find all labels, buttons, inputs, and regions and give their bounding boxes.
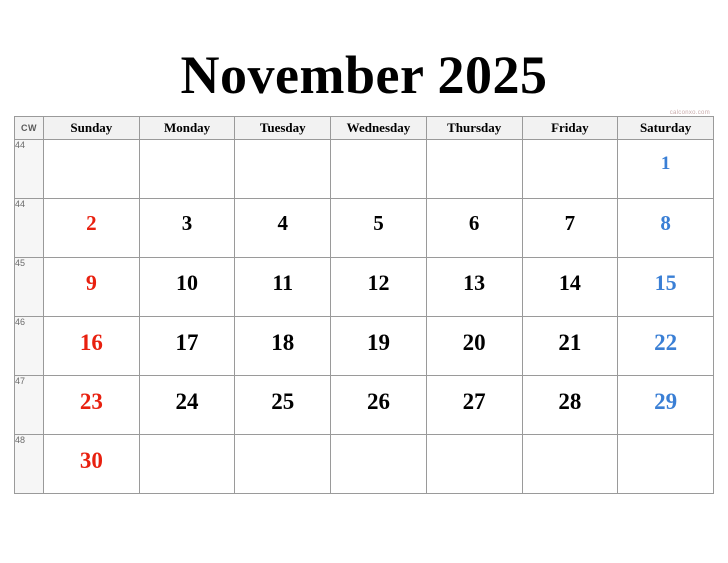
column-header-thursday: Thursday: [426, 117, 522, 140]
day-cell[interactable]: [618, 435, 714, 494]
day-number: 25: [271, 389, 295, 414]
day-cell[interactable]: [44, 258, 140, 317]
day-number: 26: [366, 389, 390, 414]
day-number: 20: [462, 330, 486, 355]
calendar-header: [15, 117, 714, 140]
day-number: 9: [85, 270, 97, 295]
day-number: 17: [175, 330, 199, 355]
day-cell[interactable]: [235, 376, 331, 435]
week-row: [15, 317, 714, 376]
day-cell[interactable]: [331, 435, 427, 494]
day-cell[interactable]: [235, 435, 331, 494]
day-number: [140, 435, 235, 449]
week-row: [15, 199, 714, 258]
day-number: [235, 140, 330, 154]
day-number: 28: [558, 389, 582, 414]
day-number: [618, 435, 713, 449]
day-number: 18: [271, 330, 295, 355]
day-cell[interactable]: [618, 258, 714, 317]
day-cell[interactable]: [618, 317, 714, 376]
day-number: [331, 435, 426, 449]
day-number: 14: [558, 270, 581, 295]
week-row: [15, 376, 714, 435]
day-cell[interactable]: [139, 140, 235, 199]
day-cell[interactable]: [426, 317, 522, 376]
day-number: 4: [277, 211, 288, 235]
day-cell[interactable]: [522, 317, 618, 376]
day-number: 29: [654, 389, 678, 414]
column-header-cw: CW: [15, 117, 44, 140]
day-cell[interactable]: [235, 140, 331, 199]
day-number: 27: [462, 389, 486, 414]
column-header-friday: Friday: [522, 117, 618, 140]
week-number: 47: [15, 376, 44, 435]
day-number: 22: [654, 330, 678, 355]
day-number: [427, 435, 522, 449]
day-cell[interactable]: [522, 199, 618, 258]
watermark-text: calconxo.com: [669, 110, 710, 116]
day-number: 5: [373, 211, 384, 235]
day-cell[interactable]: [331, 199, 427, 258]
day-cell[interactable]: [139, 199, 235, 258]
column-header-tuesday: Tuesday: [235, 117, 331, 140]
day-number: 6: [468, 211, 480, 235]
day-cell[interactable]: [44, 435, 140, 494]
day-cell[interactable]: [331, 317, 427, 376]
day-number: [235, 435, 330, 449]
day-cell[interactable]: [235, 317, 331, 376]
day-cell[interactable]: [331, 258, 427, 317]
day-cell[interactable]: [522, 435, 618, 494]
day-cell[interactable]: [44, 199, 140, 258]
day-number: 19: [366, 330, 390, 355]
day-cell[interactable]: [235, 199, 331, 258]
day-cell[interactable]: [139, 435, 235, 494]
day-number: 11: [272, 270, 294, 295]
day-cell[interactable]: [331, 140, 427, 199]
calendar-table: [14, 116, 714, 494]
day-cell[interactable]: [426, 258, 522, 317]
day-cell[interactable]: [139, 317, 235, 376]
day-cell[interactable]: [426, 435, 522, 494]
day-cell[interactable]: [44, 376, 140, 435]
day-cell[interactable]: [618, 376, 714, 435]
page-title: November 2025: [180, 45, 548, 105]
day-number: 13: [463, 270, 486, 295]
column-header-wednesday: Wednesday: [331, 117, 427, 140]
day-number: 7: [564, 211, 576, 235]
day-cell[interactable]: [522, 376, 618, 435]
day-cell[interactable]: [618, 199, 714, 258]
day-number: [523, 140, 618, 154]
day-cell[interactable]: [522, 258, 618, 317]
week-row: [15, 140, 714, 199]
day-cell[interactable]: [522, 140, 618, 199]
day-number: 15: [654, 270, 677, 295]
week-number: 44: [15, 140, 44, 199]
day-cell[interactable]: [426, 199, 522, 258]
column-header-monday: Monday: [139, 117, 235, 140]
day-number: 3: [181, 211, 193, 235]
calendar-body: [15, 140, 714, 494]
day-cell[interactable]: [331, 376, 427, 435]
day-number: 2: [86, 211, 97, 235]
day-cell[interactable]: [618, 140, 714, 199]
day-cell[interactable]: [235, 258, 331, 317]
day-number: 8: [660, 211, 671, 235]
header-row: [15, 117, 714, 140]
week-number: 44: [15, 199, 44, 258]
day-cell[interactable]: [44, 140, 140, 199]
day-number: [523, 435, 618, 449]
day-number: [427, 140, 522, 154]
day-number: 23: [79, 389, 103, 414]
day-cell[interactable]: [139, 376, 235, 435]
day-number: 21: [558, 330, 582, 355]
day-number: 30: [79, 448, 103, 473]
day-cell[interactable]: [44, 317, 140, 376]
day-number: [44, 140, 139, 154]
week-number: 45: [15, 258, 44, 317]
week-row: [15, 258, 714, 317]
day-cell[interactable]: [139, 258, 235, 317]
day-number: [140, 140, 235, 154]
day-number: 1: [660, 153, 671, 174]
day-number: 24: [175, 389, 199, 414]
week-row: [15, 435, 714, 494]
column-header-saturday: Saturday: [618, 117, 714, 140]
week-number: 48: [15, 435, 44, 494]
day-number: 10: [176, 270, 199, 295]
day-cell[interactable]: [426, 376, 522, 435]
day-number: 12: [367, 270, 390, 295]
week-number: 46: [15, 317, 44, 376]
day-number: 16: [79, 330, 103, 355]
column-header-sunday: Sunday: [44, 117, 140, 140]
day-cell[interactable]: [426, 140, 522, 199]
day-number: [331, 140, 426, 154]
